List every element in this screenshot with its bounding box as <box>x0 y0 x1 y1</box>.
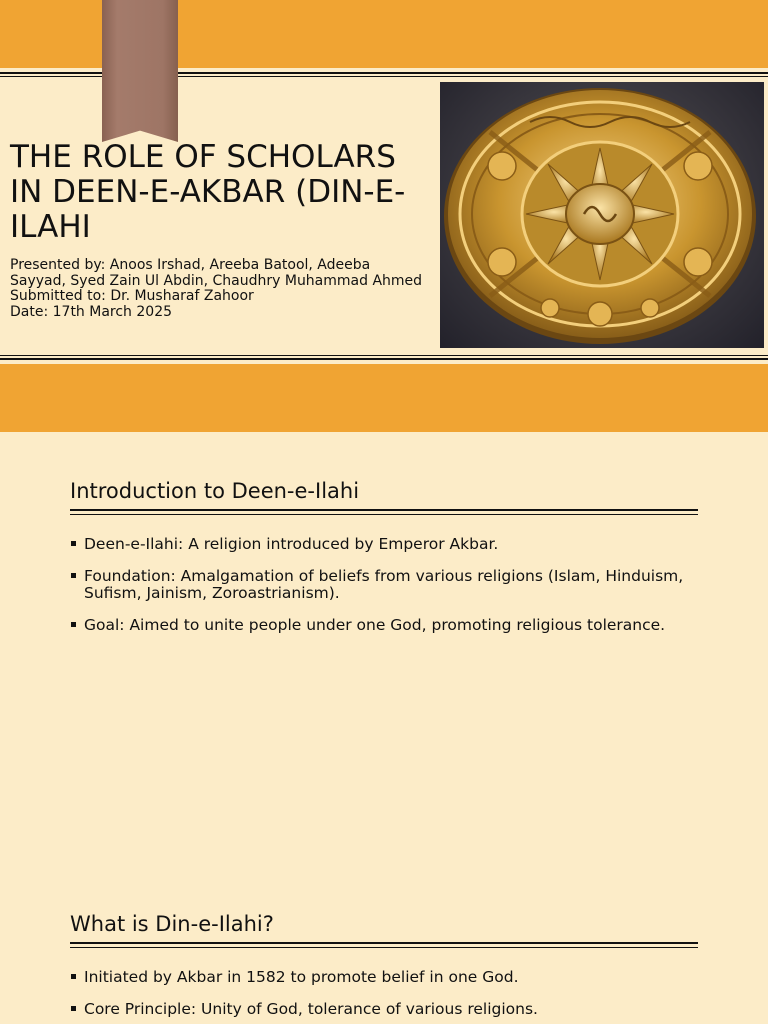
golden-medallion-image <box>440 82 764 348</box>
bullet-square-icon <box>71 573 76 578</box>
list-item: Initiated by Akbar in 1582 to promote belief in one God. <box>70 969 710 986</box>
section-heading-introduction: Introduction to Deen-e-Ilahi <box>70 479 360 503</box>
list-item: Core Principle: Unity of God, tolerance of various religions. <box>70 1001 710 1018</box>
introduction-bullet-list <box>70 536 710 634</box>
what-is-bullet-list <box>70 969 710 1018</box>
section-rule-thick <box>70 509 698 511</box>
bottom-divider-line <box>0 358 768 360</box>
bottom-divider-line-thin <box>0 355 768 356</box>
cover-slide <box>0 0 768 432</box>
presentation-title: THE ROLE OF SCHOLARS IN DEEN-E-AKBAR (DIN-E-ILAHI <box>10 139 406 245</box>
bottom-orange-band <box>0 364 768 432</box>
section-rule-thin <box>70 947 698 948</box>
bullet-square-icon <box>71 541 76 546</box>
bullet-square-icon <box>71 622 76 627</box>
date-line: Date: 17th March 2025 <box>10 303 173 320</box>
section-rule-thick <box>70 942 698 944</box>
list-item: Goal: Aimed to unite people under one God, promoting religious tolerance. <box>70 617 710 634</box>
bullet-square-icon <box>71 974 76 979</box>
submitted-to-line: Submitted to: Dr. Musharaf Zahoor <box>10 288 254 304</box>
list-item: Foundation: Amalgamation of beliefs from various religions (Islam, Hinduism, Sufism, Jainism, Zoroastrianism). <box>70 568 710 602</box>
list-item: Deen-e-Ilahi: A religion introduced by Emperor Akbar. <box>70 536 710 553</box>
bookmark-ribbon <box>102 0 178 142</box>
section-rule-thin <box>70 514 698 515</box>
presenters-line: Presented by: Anoos Irshad, Areeba Batool, Adeeba Sayyad, Syed Zain Ul Abdin, Chaudhry Muhammad Ahmed <box>10 257 423 289</box>
medallion-icon <box>440 82 764 348</box>
section-heading-what-is: What is Din-e-Ilahi? <box>70 912 274 936</box>
presentation-details <box>10 258 430 320</box>
bullet-square-icon <box>71 1006 76 1011</box>
